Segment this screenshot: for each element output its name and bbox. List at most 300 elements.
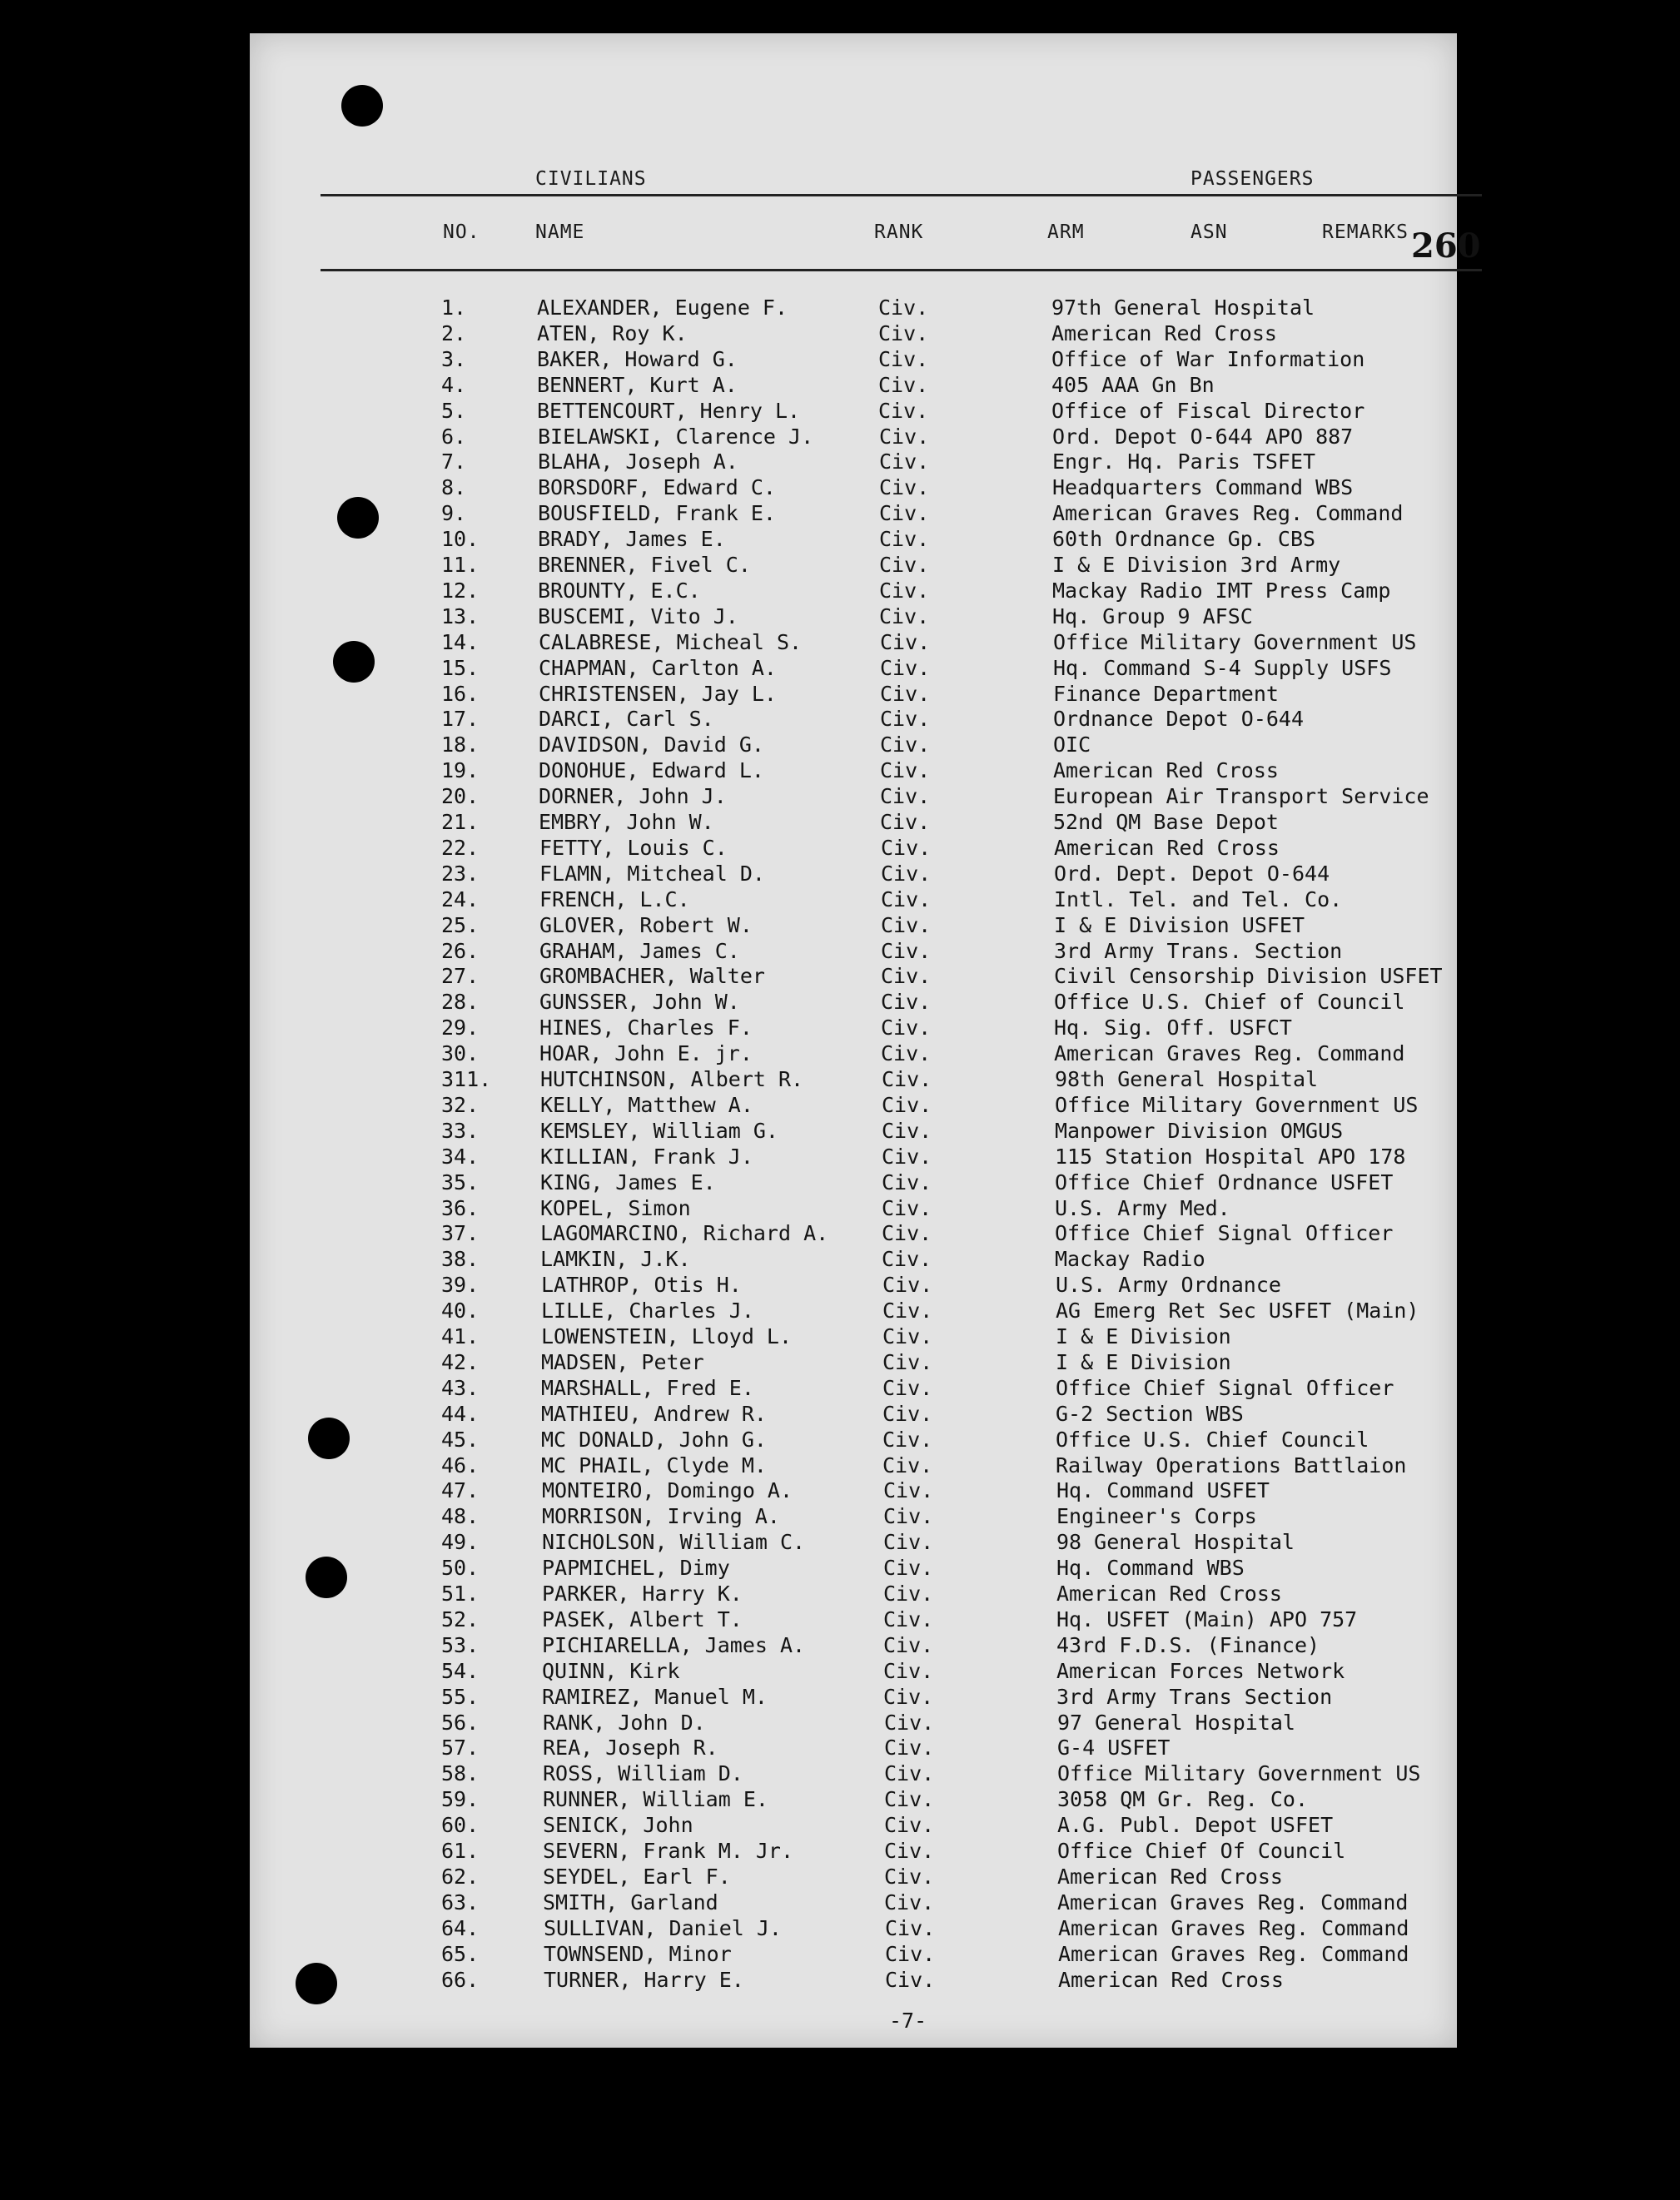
table-row (0, 1839, 1680, 1865)
passenger-arm: Office Military Government US (1055, 1092, 1419, 1117)
table-row (0, 1530, 1680, 1556)
row-number: 36. (441, 1195, 480, 1220)
passenger-rank: Civ. (881, 835, 932, 860)
table-row (0, 1273, 1680, 1299)
table-row (0, 475, 1680, 501)
table-row (0, 1324, 1680, 1350)
passenger-arm: American Graves Reg. Command (1057, 1890, 1409, 1914)
passenger-arm: Intl. Tel. and Tel. Co. (1054, 886, 1343, 911)
passenger-name: PAPMICHEL, Dimy (542, 1556, 730, 1581)
passenger-name: KILLIAN, Frank J. (540, 1144, 753, 1169)
row-number: 29. (441, 1016, 480, 1040)
table-row (0, 1582, 1680, 1607)
table-row (0, 579, 1680, 604)
passenger-arm: A.G. Publ. Depot USFET (1057, 1813, 1334, 1838)
table-row (0, 1376, 1680, 1402)
row-number: 3. (441, 346, 467, 371)
row-number: 10. (441, 527, 480, 552)
passenger-arm: I & E Division (1056, 1324, 1231, 1348)
passenger-arm: Hq. Sig. Off. USFCT (1054, 1016, 1292, 1040)
passenger-rank: Civ. (879, 475, 930, 500)
passenger-name: GLOVER, Robert W. (539, 912, 753, 937)
passenger-rank: Civ. (881, 964, 932, 989)
passenger-rank: Civ. (881, 1041, 932, 1066)
passenger-rank: Civ. (882, 1349, 933, 1374)
section-title-civilians: CIVILIANS (535, 168, 647, 190)
passenger-arm: I & E Division USFET (1054, 912, 1305, 937)
row-number: 62. (441, 1864, 480, 1889)
passenger-rank: Civ. (880, 629, 931, 654)
passenger-name: DONOHUE, Edward L. (539, 758, 764, 783)
passenger-rank: Civ. (884, 1787, 935, 1812)
table-row (0, 1890, 1680, 1916)
passenger-arm: Ord. Dept. Depot O-644 (1054, 861, 1330, 886)
row-number: 52. (441, 1607, 480, 1631)
passenger-name: BIELAWSKI, Clarence J. (538, 424, 814, 449)
passenger-arm: American Graves Reg. Command (1058, 1915, 1409, 1940)
row-number: 26. (441, 938, 480, 963)
passenger-rank: Civ. (883, 1556, 934, 1581)
passenger-arm: American Graves Reg. Command (1052, 501, 1404, 526)
table-row (0, 373, 1680, 399)
passenger-name: GROMBACHER, Walter (539, 964, 765, 989)
row-number: 58. (441, 1761, 480, 1786)
passenger-arm: American Graves Reg. Command (1058, 1941, 1409, 1966)
passenger-name: HUTCHINSON, Albert R. (540, 1067, 804, 1091)
passenger-name: BENNERT, Kurt A. (537, 372, 738, 397)
header-bottom-rule (321, 269, 1482, 271)
passenger-arm: I & E Division (1056, 1349, 1231, 1374)
passenger-arm: Hq. Command S-4 Supply USFS (1053, 655, 1392, 680)
passenger-arm: Ordnance Depot O-644 (1053, 707, 1305, 732)
passenger-arm: 115 Station Hospital APO 178 (1055, 1144, 1406, 1169)
passenger-arm: American Red Cross (1058, 1967, 1284, 1992)
table-row (0, 1556, 1680, 1582)
row-number: 56. (441, 1710, 480, 1735)
table-row (0, 836, 1680, 862)
passenger-rank: Civ. (881, 1016, 932, 1040)
passenger-rank: Civ. (878, 346, 929, 371)
column-header-remarks: REMARKS (1322, 221, 1409, 243)
passenger-name: PARKER, Harry K. (542, 1582, 743, 1606)
passenger-name: SULLIVAN, Daniel J. (544, 1915, 782, 1940)
passenger-rank: Civ. (884, 1761, 935, 1786)
row-number: 11. (441, 553, 480, 577)
table-row (0, 1247, 1680, 1273)
passenger-arm: AG Emerg Ret Sec USFET (Main) (1056, 1299, 1419, 1323)
row-number: 54. (441, 1658, 480, 1683)
table-row (0, 682, 1680, 708)
passenger-arm: Office Military Government US (1053, 629, 1417, 654)
table-row (0, 990, 1680, 1016)
passenger-name: LAMKIN, J.K. (540, 1247, 691, 1272)
table-row (0, 1453, 1680, 1479)
row-number: 14. (441, 629, 480, 654)
table-row (0, 1428, 1680, 1453)
passenger-rank: Civ. (883, 1684, 934, 1709)
table-row (0, 784, 1680, 810)
row-number: 41. (441, 1324, 480, 1348)
passenger-arm: American Red Cross (1054, 835, 1280, 860)
passenger-rank: Civ. (884, 1890, 935, 1914)
passenger-arm: Office U.S. Chief of Council (1054, 990, 1405, 1015)
passenger-arm: OIC (1053, 733, 1091, 757)
row-number: 37. (441, 1221, 480, 1246)
table-row (0, 1607, 1680, 1633)
table-row (0, 425, 1680, 450)
table-row (0, 399, 1680, 425)
passenger-name: MONTEIRO, Domingo A. (542, 1478, 793, 1503)
passenger-rank: Civ. (879, 527, 930, 552)
passenger-rank: Civ. (884, 1813, 935, 1838)
row-number: 16. (441, 681, 480, 706)
table-row (0, 1942, 1680, 1968)
passenger-name: BOUSFIELD, Frank E. (538, 501, 776, 526)
passenger-arm: Hq. USFET (Main) APO 757 (1056, 1607, 1358, 1631)
passenger-name: SMITH, Garland (543, 1890, 718, 1914)
row-number: 7. (441, 449, 467, 474)
table-row (0, 449, 1680, 475)
row-number: 27. (441, 964, 480, 989)
passenger-rank: Civ. (882, 1453, 933, 1477)
passenger-rank: Civ. (880, 758, 931, 783)
passenger-rank: Civ. (882, 1273, 933, 1298)
row-number: 47. (441, 1478, 480, 1503)
row-number: 34. (441, 1144, 480, 1169)
passenger-name: TOWNSEND, Minor (544, 1941, 732, 1966)
passenger-arm: 97th General Hospital (1051, 295, 1315, 320)
passenger-rank: Civ. (881, 938, 932, 963)
row-number: 25. (441, 912, 480, 937)
row-number: 4. (441, 372, 467, 397)
passenger-rank: Civ. (882, 1092, 932, 1117)
passenger-name: MC PHAIL, Clyde M. (541, 1453, 767, 1477)
passenger-rank: Civ. (883, 1582, 934, 1606)
row-number: 22. (441, 835, 480, 860)
passenger-name: FLAMN, Mitcheal D. (539, 861, 765, 886)
passenger-arm: European Air Transport Service (1053, 784, 1429, 809)
row-number: 30. (441, 1041, 480, 1066)
table-row (0, 939, 1680, 965)
passenger-arm: 52nd QM Base Depot (1053, 810, 1279, 834)
row-number: 59. (441, 1787, 480, 1812)
passenger-rank: Civ. (881, 886, 932, 911)
passenger-name: DORNER, John J. (539, 784, 727, 809)
table-row (0, 321, 1680, 347)
passenger-name: NICHOLSON, William C. (542, 1530, 806, 1555)
passenger-name: LILLE, Charles J. (541, 1299, 754, 1323)
passenger-arm: 97 General Hospital (1057, 1710, 1295, 1735)
column-header-no: NO. (443, 221, 480, 243)
passenger-name: FETTY, Louis C. (539, 835, 728, 860)
passenger-rank: Civ. (882, 1299, 933, 1323)
passenger-rank: Civ. (883, 1478, 934, 1503)
passenger-name: ATEN, Roy K. (537, 320, 688, 345)
passenger-rank: Civ. (878, 295, 929, 320)
row-number: 33. (441, 1118, 480, 1143)
table-row (0, 347, 1680, 373)
row-number: 6. (441, 424, 467, 449)
passenger-arm: Manpower Division OMGUS (1055, 1118, 1344, 1143)
passenger-name: ALEXANDER, Eugene F. (537, 295, 788, 320)
passenger-rank: Civ. (879, 603, 930, 628)
passenger-name: GRAHAM, James C. (539, 938, 740, 963)
passenger-name: MATHIEU, Andrew R. (541, 1401, 767, 1426)
passenger-name: BROUNTY, E.C. (538, 578, 701, 603)
passenger-name: HOAR, John E. jr. (539, 1041, 753, 1066)
passenger-name: KING, James E. (540, 1170, 716, 1194)
header-top-rule (321, 194, 1482, 196)
passenger-arm: Office Military Government US (1057, 1761, 1421, 1786)
passenger-arm: Office Chief Signal Officer (1055, 1221, 1394, 1246)
table-row (0, 1916, 1680, 1942)
passenger-arm: 3rd Army Trans. Section (1054, 938, 1343, 963)
passenger-arm: 98th General Hospital (1055, 1067, 1319, 1091)
passenger-arm: U.S. Army Med. (1055, 1195, 1230, 1220)
row-number: 57. (441, 1736, 480, 1760)
table-row (0, 1478, 1680, 1504)
passenger-rank: Civ. (881, 861, 932, 886)
table-row (0, 1221, 1680, 1247)
passenger-rank: Civ. (879, 578, 930, 603)
passenger-name: LATHROP, Otis H. (541, 1273, 742, 1298)
passenger-name: MADSEN, Peter (541, 1349, 704, 1374)
passenger-arm: Mackay Radio (1055, 1247, 1205, 1272)
passenger-arm: American Red Cross (1053, 758, 1279, 783)
row-number: 19. (441, 758, 480, 783)
table-row (0, 1711, 1680, 1736)
passenger-name: RUNNER, William E. (543, 1787, 768, 1812)
table-row (0, 1041, 1680, 1067)
passenger-rank: Civ. (883, 1504, 934, 1529)
passenger-arm: 3058 QM Gr. Reg. Co. (1057, 1787, 1309, 1812)
table-row (0, 862, 1680, 887)
row-number: 44. (441, 1401, 480, 1426)
passenger-rank: Civ. (883, 1658, 934, 1683)
passenger-rank: Civ. (882, 1221, 932, 1246)
passenger-rank: Civ. (884, 1710, 935, 1735)
passenger-name: MARSHALL, Fred E. (541, 1375, 754, 1400)
row-number: 49. (441, 1530, 480, 1555)
passenger-name: SEYDEL, Earl F. (543, 1864, 731, 1889)
passenger-name: KOPEL, Simon (540, 1195, 691, 1220)
passenger-name: CALABRESE, Micheal S. (539, 629, 803, 654)
row-number: 15. (441, 655, 480, 680)
passenger-rank: Civ. (884, 1839, 935, 1863)
passenger-arm: Railway Operations Battlaion (1056, 1453, 1407, 1477)
row-number: 32. (441, 1092, 480, 1117)
passenger-name: BORSDORF, Edward C. (538, 475, 776, 500)
column-header-rank: RANK (874, 221, 924, 243)
binder-hole (341, 85, 383, 127)
passenger-rank: Civ. (880, 784, 931, 809)
table-row (0, 501, 1680, 527)
table-row (0, 913, 1680, 939)
table-row (0, 1504, 1680, 1530)
passenger-name: TURNER, Harry E. (544, 1967, 744, 1992)
passenger-name: KEMSLEY, William G. (540, 1118, 778, 1143)
passenger-name: REA, Joseph R. (543, 1736, 718, 1760)
passenger-name: ROSS, William D. (543, 1761, 743, 1786)
row-number: 9. (441, 501, 467, 526)
row-number: 66. (441, 1967, 480, 1992)
row-number: 61. (441, 1839, 480, 1863)
row-number: 12. (441, 578, 480, 603)
table-row (0, 1761, 1680, 1787)
table-row (0, 1633, 1680, 1659)
row-number: 2. (441, 320, 467, 345)
passenger-rank: Civ. (885, 1915, 936, 1940)
passenger-name: PICHIARELLA, James A. (542, 1632, 806, 1657)
passenger-name: DAVIDSON, David G. (539, 733, 764, 757)
row-number: 51. (441, 1582, 480, 1606)
passenger-arm: 60th Ordnance Gp. CBS (1052, 527, 1316, 552)
passenger-name: PASEK, Albert T. (542, 1607, 743, 1631)
table-row (0, 1865, 1680, 1890)
table-row (0, 1299, 1680, 1324)
row-number: 40. (441, 1299, 480, 1323)
passenger-rank: Civ. (883, 1607, 934, 1631)
table-row (0, 810, 1680, 836)
passenger-arm: 43rd F.D.S. (Finance) (1056, 1632, 1320, 1657)
passenger-arm: G-2 Section WBS (1056, 1401, 1244, 1426)
passenger-rank: Civ. (883, 1632, 934, 1657)
row-number: 8. (441, 475, 467, 500)
table-row (0, 295, 1680, 321)
passenger-rank: Civ. (879, 501, 930, 526)
passenger-rank: Civ. (880, 655, 931, 680)
row-number: 20. (441, 784, 480, 809)
passenger-rank: Civ. (884, 1864, 935, 1889)
row-number: 38. (441, 1247, 480, 1272)
table-row (0, 604, 1680, 630)
passenger-arm: Hq. Command USFET (1056, 1478, 1270, 1503)
passenger-name: BUSCEMI, Vito J. (538, 603, 738, 628)
row-number: 28. (441, 990, 480, 1015)
table-row (0, 758, 1680, 784)
passenger-name: CHAPMAN, Carlton A. (539, 655, 777, 680)
passenger-name: QUINN, Kirk (542, 1658, 680, 1683)
passenger-name: SEVERN, Frank M. Jr. (543, 1839, 794, 1863)
passenger-arm: Mackay Radio IMT Press Camp (1052, 578, 1391, 603)
passenger-name: MC DONALD, John G. (541, 1427, 767, 1452)
passenger-name: RANK, John D. (543, 1710, 706, 1735)
table-row (0, 1402, 1680, 1428)
passenger-name: KELLY, Matthew A. (540, 1092, 753, 1117)
passenger-rank: Civ. (878, 398, 929, 423)
passenger-name: GUNSSER, John W. (539, 990, 740, 1015)
passenger-rank: Civ. (882, 1144, 932, 1169)
passenger-rank: Civ. (880, 681, 931, 706)
table-row (0, 1659, 1680, 1685)
table-row (0, 1350, 1680, 1376)
passenger-name: BRADY, James E. (538, 527, 726, 552)
row-number: 55. (441, 1684, 480, 1709)
passenger-name: LAGOMARCINO, Richard A. (540, 1221, 829, 1246)
passenger-name: RAMIREZ, Manuel M. (542, 1684, 768, 1709)
row-number: 23. (441, 861, 480, 886)
passenger-arm: American Red Cross (1051, 320, 1277, 345)
table-row (0, 1170, 1680, 1196)
row-number: 17. (441, 707, 480, 732)
row-number: 45. (441, 1427, 480, 1452)
page-footer-label: -7- (889, 2009, 927, 2033)
passenger-arm: I & E Division 3rd Army (1052, 553, 1341, 577)
passenger-arm: American Graves Reg. Command (1054, 1041, 1405, 1066)
passenger-arm: American Red Cross (1057, 1864, 1283, 1889)
table-row (0, 527, 1680, 553)
passenger-arm: Office U.S. Chief Council (1056, 1427, 1369, 1452)
row-number: 60. (441, 1813, 480, 1838)
table-row (0, 553, 1680, 579)
row-number: 63. (441, 1890, 480, 1914)
passenger-name: MORRISON, Irving A. (542, 1504, 780, 1529)
row-number: 39. (441, 1273, 480, 1298)
passenger-arm: Office Chief Signal Officer (1056, 1375, 1394, 1400)
table-row (0, 630, 1680, 656)
passenger-arm: Headquarters Command WBS (1052, 475, 1354, 500)
passenger-arm: U.S. Army Ordnance (1056, 1273, 1281, 1298)
passenger-rank: Civ. (882, 1375, 933, 1400)
passenger-name: LOWENSTEIN, Lloyd L. (541, 1324, 793, 1348)
column-header-name: NAME (535, 221, 585, 243)
passenger-rank: Civ. (882, 1067, 932, 1091)
passenger-rank: Civ. (880, 810, 931, 834)
passenger-arm: Engr. Hq. Paris TSFET (1052, 449, 1316, 474)
section-title-passengers: PASSENGERS (1190, 168, 1315, 190)
passenger-rank: Civ. (878, 372, 929, 397)
passenger-arm: 405 AAA Gn Bn (1051, 372, 1215, 397)
row-number: 13. (441, 603, 480, 628)
passenger-rank: Civ. (878, 320, 929, 345)
row-number: 21. (441, 810, 480, 834)
table-row (0, 1685, 1680, 1711)
column-header-asn: ASN (1190, 221, 1228, 243)
table-row (0, 1093, 1680, 1119)
passenger-rank: Civ. (882, 1247, 932, 1272)
passenger-rank: Civ. (884, 1736, 935, 1760)
passenger-name: DARCI, Carl S. (539, 707, 714, 732)
passenger-arm: G-4 USFET (1057, 1736, 1171, 1760)
passenger-arm: Ord. Depot O-644 APO 887 (1052, 424, 1354, 449)
passenger-rank: Civ. (879, 424, 930, 449)
table-row (0, 1016, 1680, 1041)
passenger-arm: 3rd Army Trans Section (1056, 1684, 1333, 1709)
table-row (0, 707, 1680, 733)
table-row (0, 1145, 1680, 1170)
table-row (0, 1119, 1680, 1145)
table-row (0, 1067, 1680, 1093)
passenger-rank: Civ. (885, 1941, 936, 1966)
passenger-rank: Civ. (882, 1401, 933, 1426)
passenger-rank: Civ. (882, 1118, 932, 1143)
passenger-rank: Civ. (880, 707, 931, 732)
passenger-arm: Hq. Group 9 AFSC (1052, 603, 1253, 628)
column-header-arm: ARM (1047, 221, 1085, 243)
passenger-name: EMBRY, John W. (539, 810, 714, 834)
table-row (0, 733, 1680, 758)
table-row (0, 1968, 1680, 1994)
passenger-rank: Civ. (881, 990, 932, 1015)
row-number: 42. (441, 1349, 480, 1374)
passenger-rank: Civ. (882, 1195, 932, 1220)
row-number: 65. (441, 1941, 480, 1966)
row-number: 50. (441, 1556, 480, 1581)
passenger-arm: Engineer's Corps (1056, 1504, 1257, 1529)
passenger-name: BRENNER, Fivel C. (538, 553, 751, 577)
passenger-arm: American Forces Network (1056, 1658, 1345, 1683)
passenger-rank: Civ. (885, 1967, 936, 1992)
